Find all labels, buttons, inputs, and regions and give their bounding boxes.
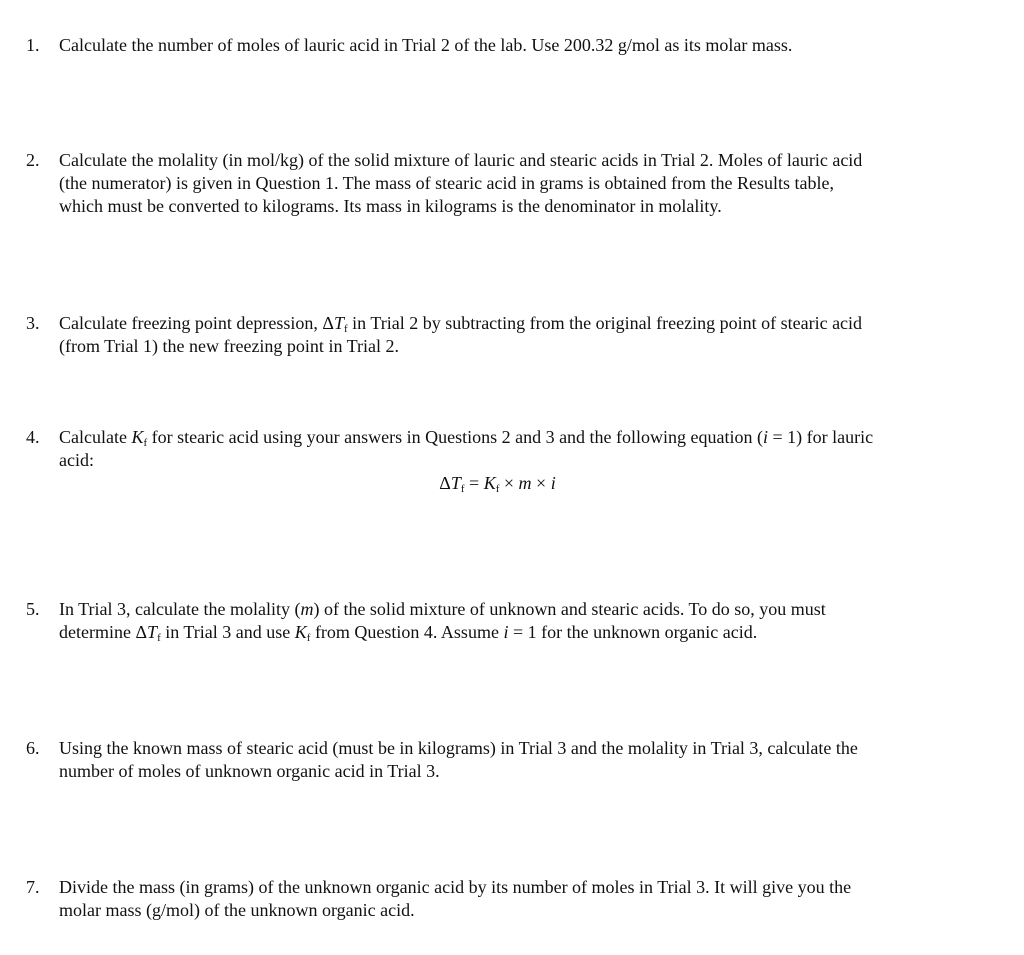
question-text-line: Calculate freezing point depression, $\Delta T_f$ in Trial 2 by subtracting from the original freezing point of stearic acid — [59, 313, 863, 335]
question-text-line: acid: — [59, 450, 94, 470]
question-text-line: number of moles of unknown organic acid in Trial 3. — [59, 761, 440, 781]
question-number: 6. — [26, 738, 40, 758]
question-text-line: Calculate $K_f$ for stearic acid using your answers in Questions 2 and 3 and the following equation (i = 1) for lauric — [59, 427, 874, 449]
question-7 — [26, 876, 976, 922]
question-text-line: which must be converted to kilograms. Its mass in kilograms is the denominator in molality. — [59, 196, 722, 216]
question-1 — [26, 34, 976, 57]
question-6 — [26, 737, 976, 783]
question-text-line: (the numerator) is given in Question 1. The mass of stearic acid in grams is obtained from the Results table, — [59, 173, 834, 193]
question-3 — [26, 312, 976, 358]
question-text-line: molar mass (g/mol) of the unknown organic acid. — [59, 900, 415, 920]
question-number: 2. — [26, 150, 40, 170]
question-2 — [26, 149, 976, 218]
question-text-line: determine $\Delta T_f$ in Trial 3 and use $K_f$ from Question 4. Assume i = 1 for the unknown organic acid. — [59, 622, 758, 644]
question-text-line: (from Trial 1) the new freezing point in Trial 2. — [59, 336, 399, 356]
question-number: 4. — [26, 427, 40, 447]
question-text-line: Using the known mass of stearic acid (must be in kilograms) in Trial 3 and the molality in Trial 3, calculate the — [59, 738, 858, 758]
question-number: 5. — [26, 599, 40, 619]
question-number: 1. — [26, 35, 40, 55]
question-text-line: Calculate the number of moles of lauric acid in Trial 2 of the lab. Use 200.32 g/mol as its molar mass. — [59, 35, 793, 55]
question-4 — [26, 426, 976, 495]
question-text-line: Divide the mass (in grams) of the unknown organic acid by its number of moles in Trial 3. It will give you the — [59, 877, 852, 897]
question-text-line: In Trial 3, calculate the molality (m) of the solid mixture of unknown and stearic acids. To do so, you must — [59, 599, 826, 619]
question-5 — [26, 598, 976, 644]
freezing-point-equation: $\Delta T_f = K_f \times m \times i$ — [439, 473, 556, 495]
question-number: 7. — [26, 877, 40, 897]
question-number: 3. — [26, 313, 40, 333]
question-text-line: Calculate the molality (in mol/kg) of the solid mixture of lauric and stearic acids in Trial 2. Moles of lauric acid — [59, 150, 863, 170]
